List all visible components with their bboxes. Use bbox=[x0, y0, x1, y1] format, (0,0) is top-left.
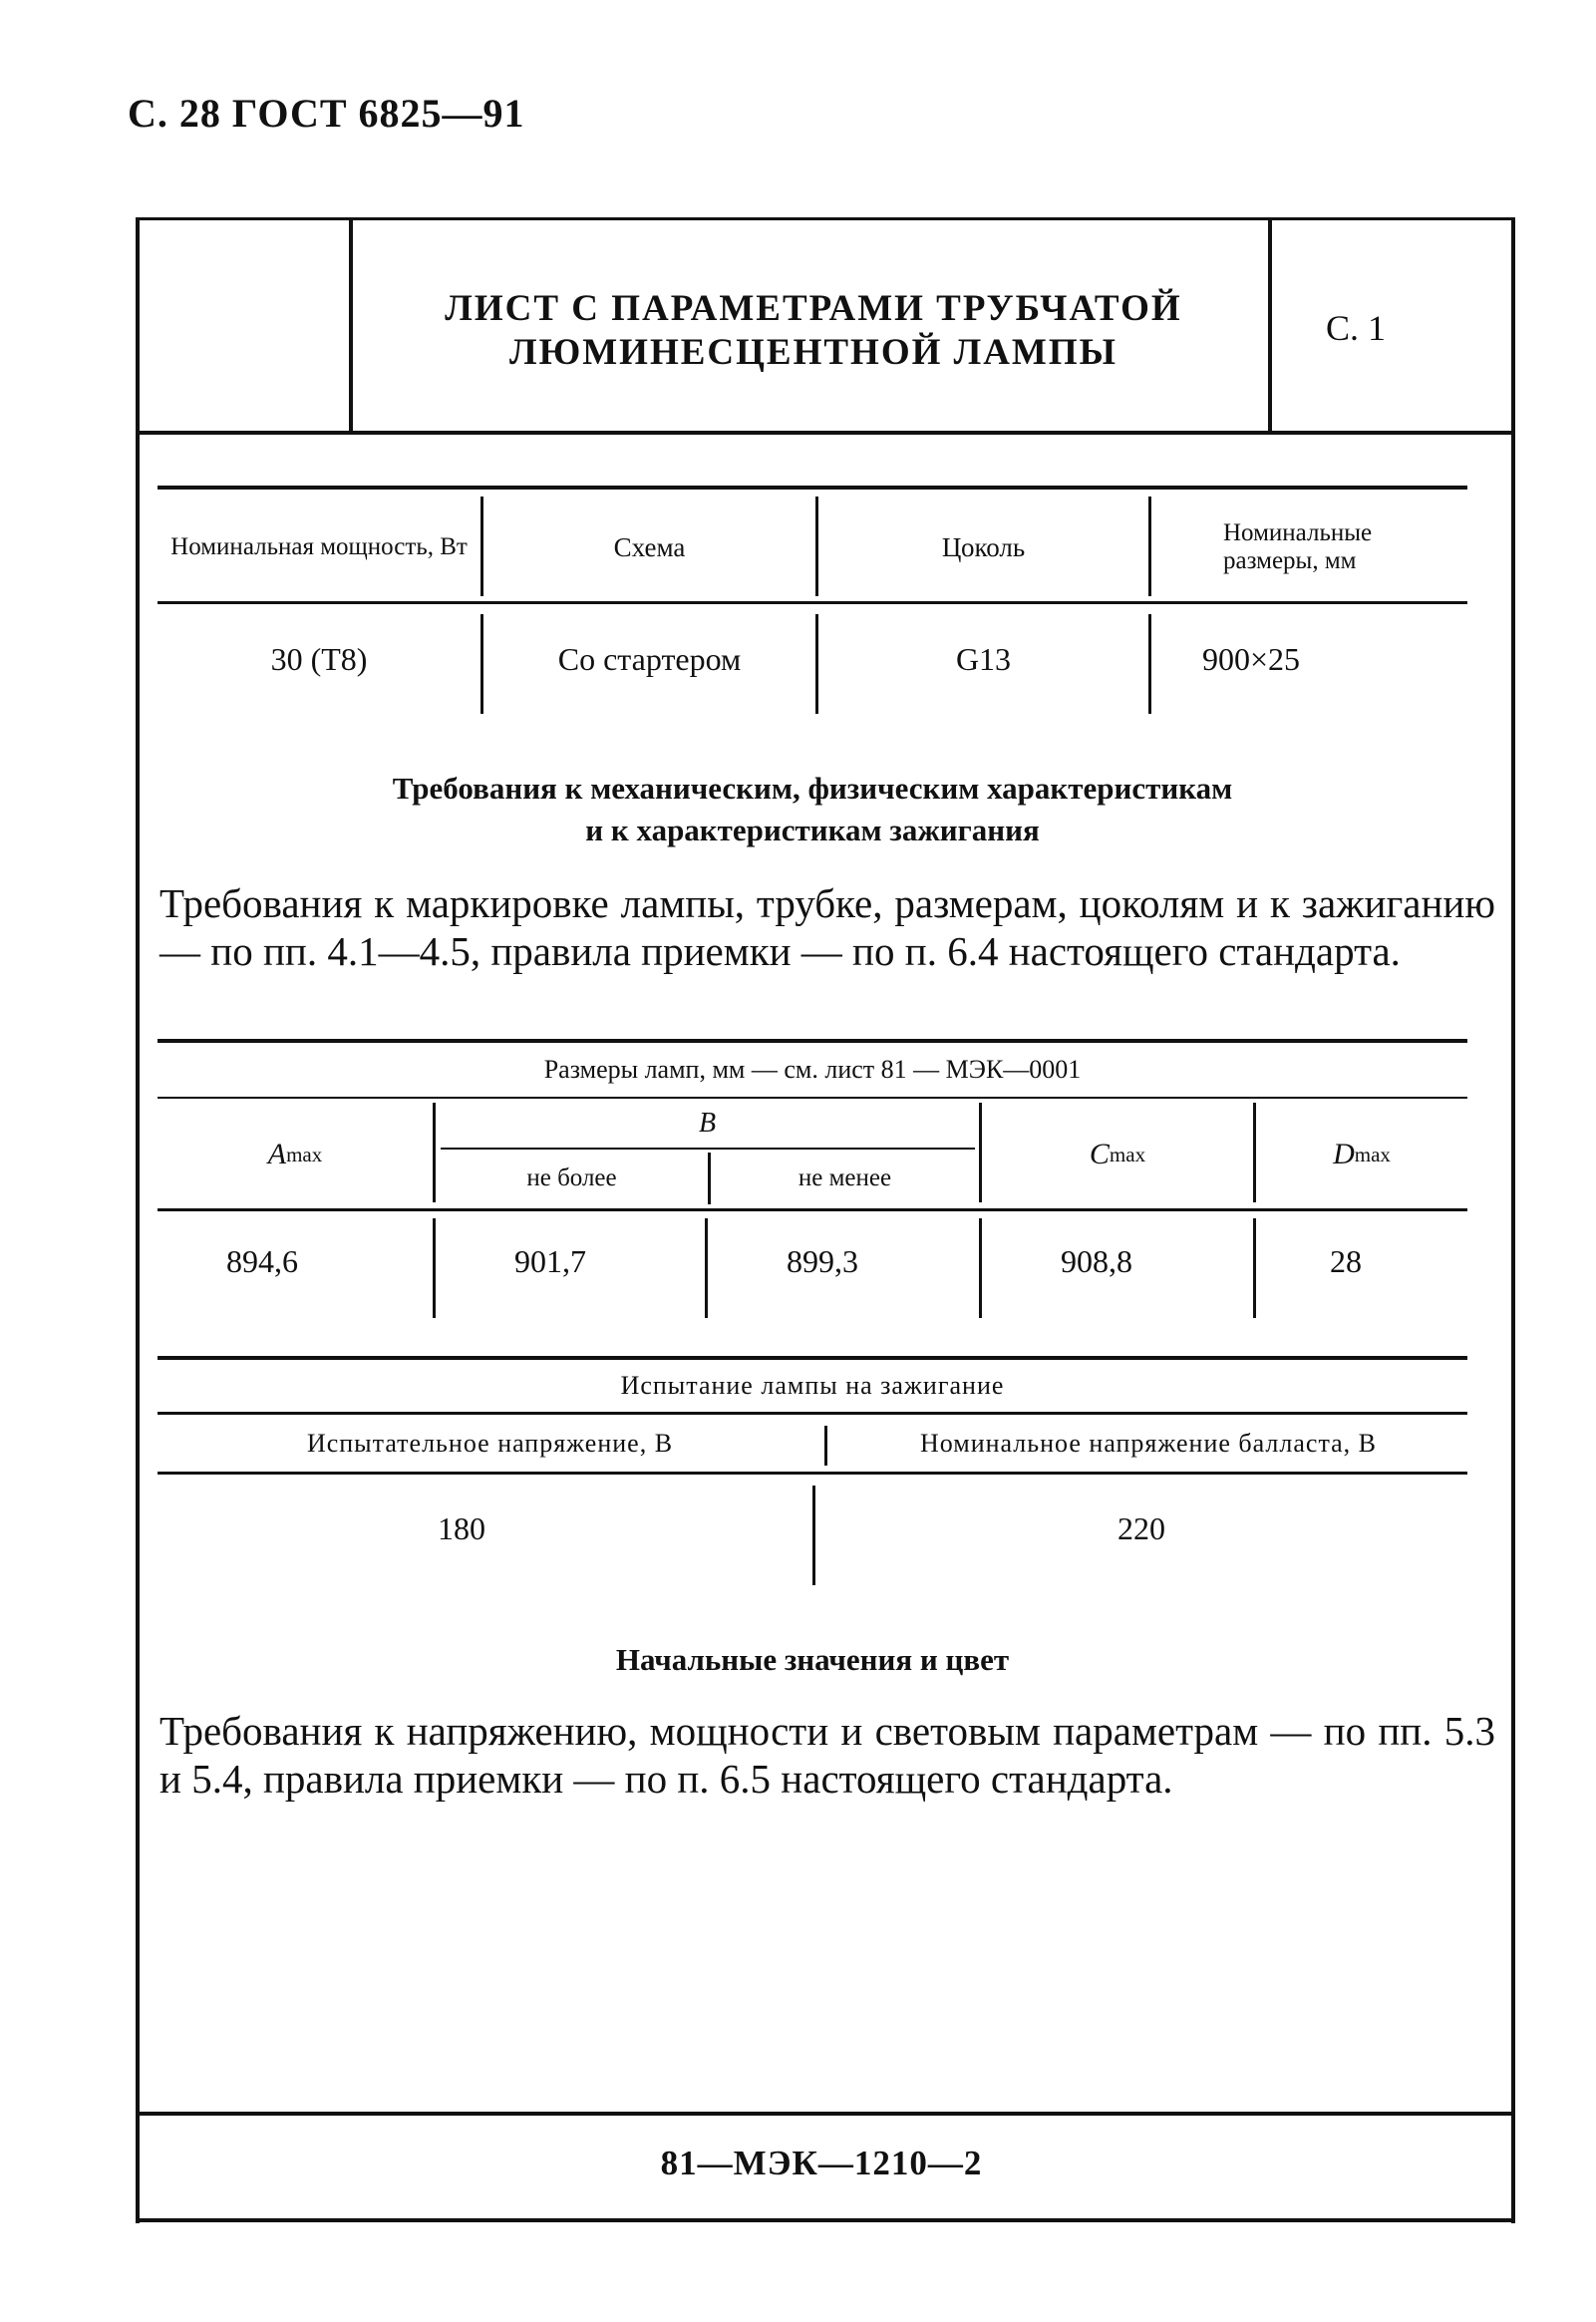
sheet-title-line1: ЛИСТ С ПАРАМЕТРАМИ ТРУБЧАТОЙ bbox=[445, 288, 1182, 329]
table2-header-a: A max bbox=[267, 1138, 323, 1170]
table3-header-ballast-voltage: Номинальное напряжение балласта, В bbox=[919, 1429, 1378, 1458]
table2-cell-b-max: 901,7 bbox=[514, 1242, 586, 1279]
sheet-page-label: С. 1 bbox=[1326, 308, 1387, 348]
table1-cell-dimensions: 900×25 bbox=[1201, 640, 1301, 677]
table1-header-base: Цоколь bbox=[941, 532, 1026, 562]
section2-heading: Начальные значения и цвет bbox=[615, 1642, 1010, 1677]
table3-header-test-voltage: Испытательное напряжение, В bbox=[306, 1429, 674, 1458]
title-block-divider bbox=[136, 431, 1511, 435]
table3-caption: Испытание лампы на зажигание bbox=[620, 1371, 1005, 1400]
table1-header-power: Номинальная мощность, Вт bbox=[170, 533, 468, 560]
sheet-footer: 81—МЭК—1210—2 bbox=[660, 2144, 983, 2182]
section1-text: Требования к маркировке лампы, трубке, размерам, цоколям и к зажиганию — по пп. 4.1—4.5, правила приемки — по п. 6.4 настоящего стандарта. bbox=[160, 880, 1495, 974]
table2-header-b-min: не менее bbox=[798, 1164, 892, 1191]
table2-header-b-max: не более bbox=[526, 1164, 617, 1191]
table1-cell-scheme: Со стартером bbox=[557, 640, 742, 677]
section2-text: Требования к напряжению, мощности и световым параметрам — по пп. 5.3 и 5.4, правила приемки — по п. 6.5 настоящего стандарта. bbox=[160, 1708, 1495, 1802]
table1-cell-power: 30 (Т8) bbox=[270, 640, 368, 677]
footer-divider bbox=[136, 2112, 1511, 2116]
table3-cell-ballast-voltage: 220 bbox=[1117, 1509, 1165, 1546]
sheet-title bbox=[355, 287, 1272, 375]
table2-cell-d: 28 bbox=[1330, 1242, 1362, 1279]
sheet-title-line2: ЛЮМИНЕСЦЕНТНОЙ ЛАМПЫ bbox=[509, 332, 1117, 373]
table2-cell-a: 894,6 bbox=[226, 1242, 298, 1279]
frame-bottom bbox=[136, 2218, 1511, 2222]
title-left-divider bbox=[349, 219, 353, 433]
table2-header-d: D max bbox=[1333, 1138, 1391, 1170]
table2-header-c: C max bbox=[1089, 1138, 1146, 1170]
section1-heading bbox=[150, 768, 1475, 851]
table3-cell-test-voltage: 180 bbox=[438, 1509, 485, 1546]
table1-header-dimensions: Номинальные размеры, мм bbox=[1223, 519, 1373, 574]
table2-cell-b-min: 899,3 bbox=[787, 1242, 858, 1279]
table2-cell-c: 908,8 bbox=[1061, 1242, 1132, 1279]
table2-caption: Размеры ламп, мм — см. лист 81 — МЭК—0001 bbox=[543, 1055, 1082, 1084]
table2-header-b: B bbox=[698, 1108, 717, 1139]
section1-heading-line1: Требования к механическим, физическим характеристикам bbox=[392, 771, 1233, 806]
table1-header-scheme: Схема bbox=[613, 532, 686, 562]
section1-heading-line2: и к характеристикам зажигания bbox=[585, 813, 1040, 847]
table1-cell-base: G13 bbox=[955, 640, 1012, 677]
page-header: С. 28 ГОСТ 6825—91 bbox=[128, 91, 525, 136]
